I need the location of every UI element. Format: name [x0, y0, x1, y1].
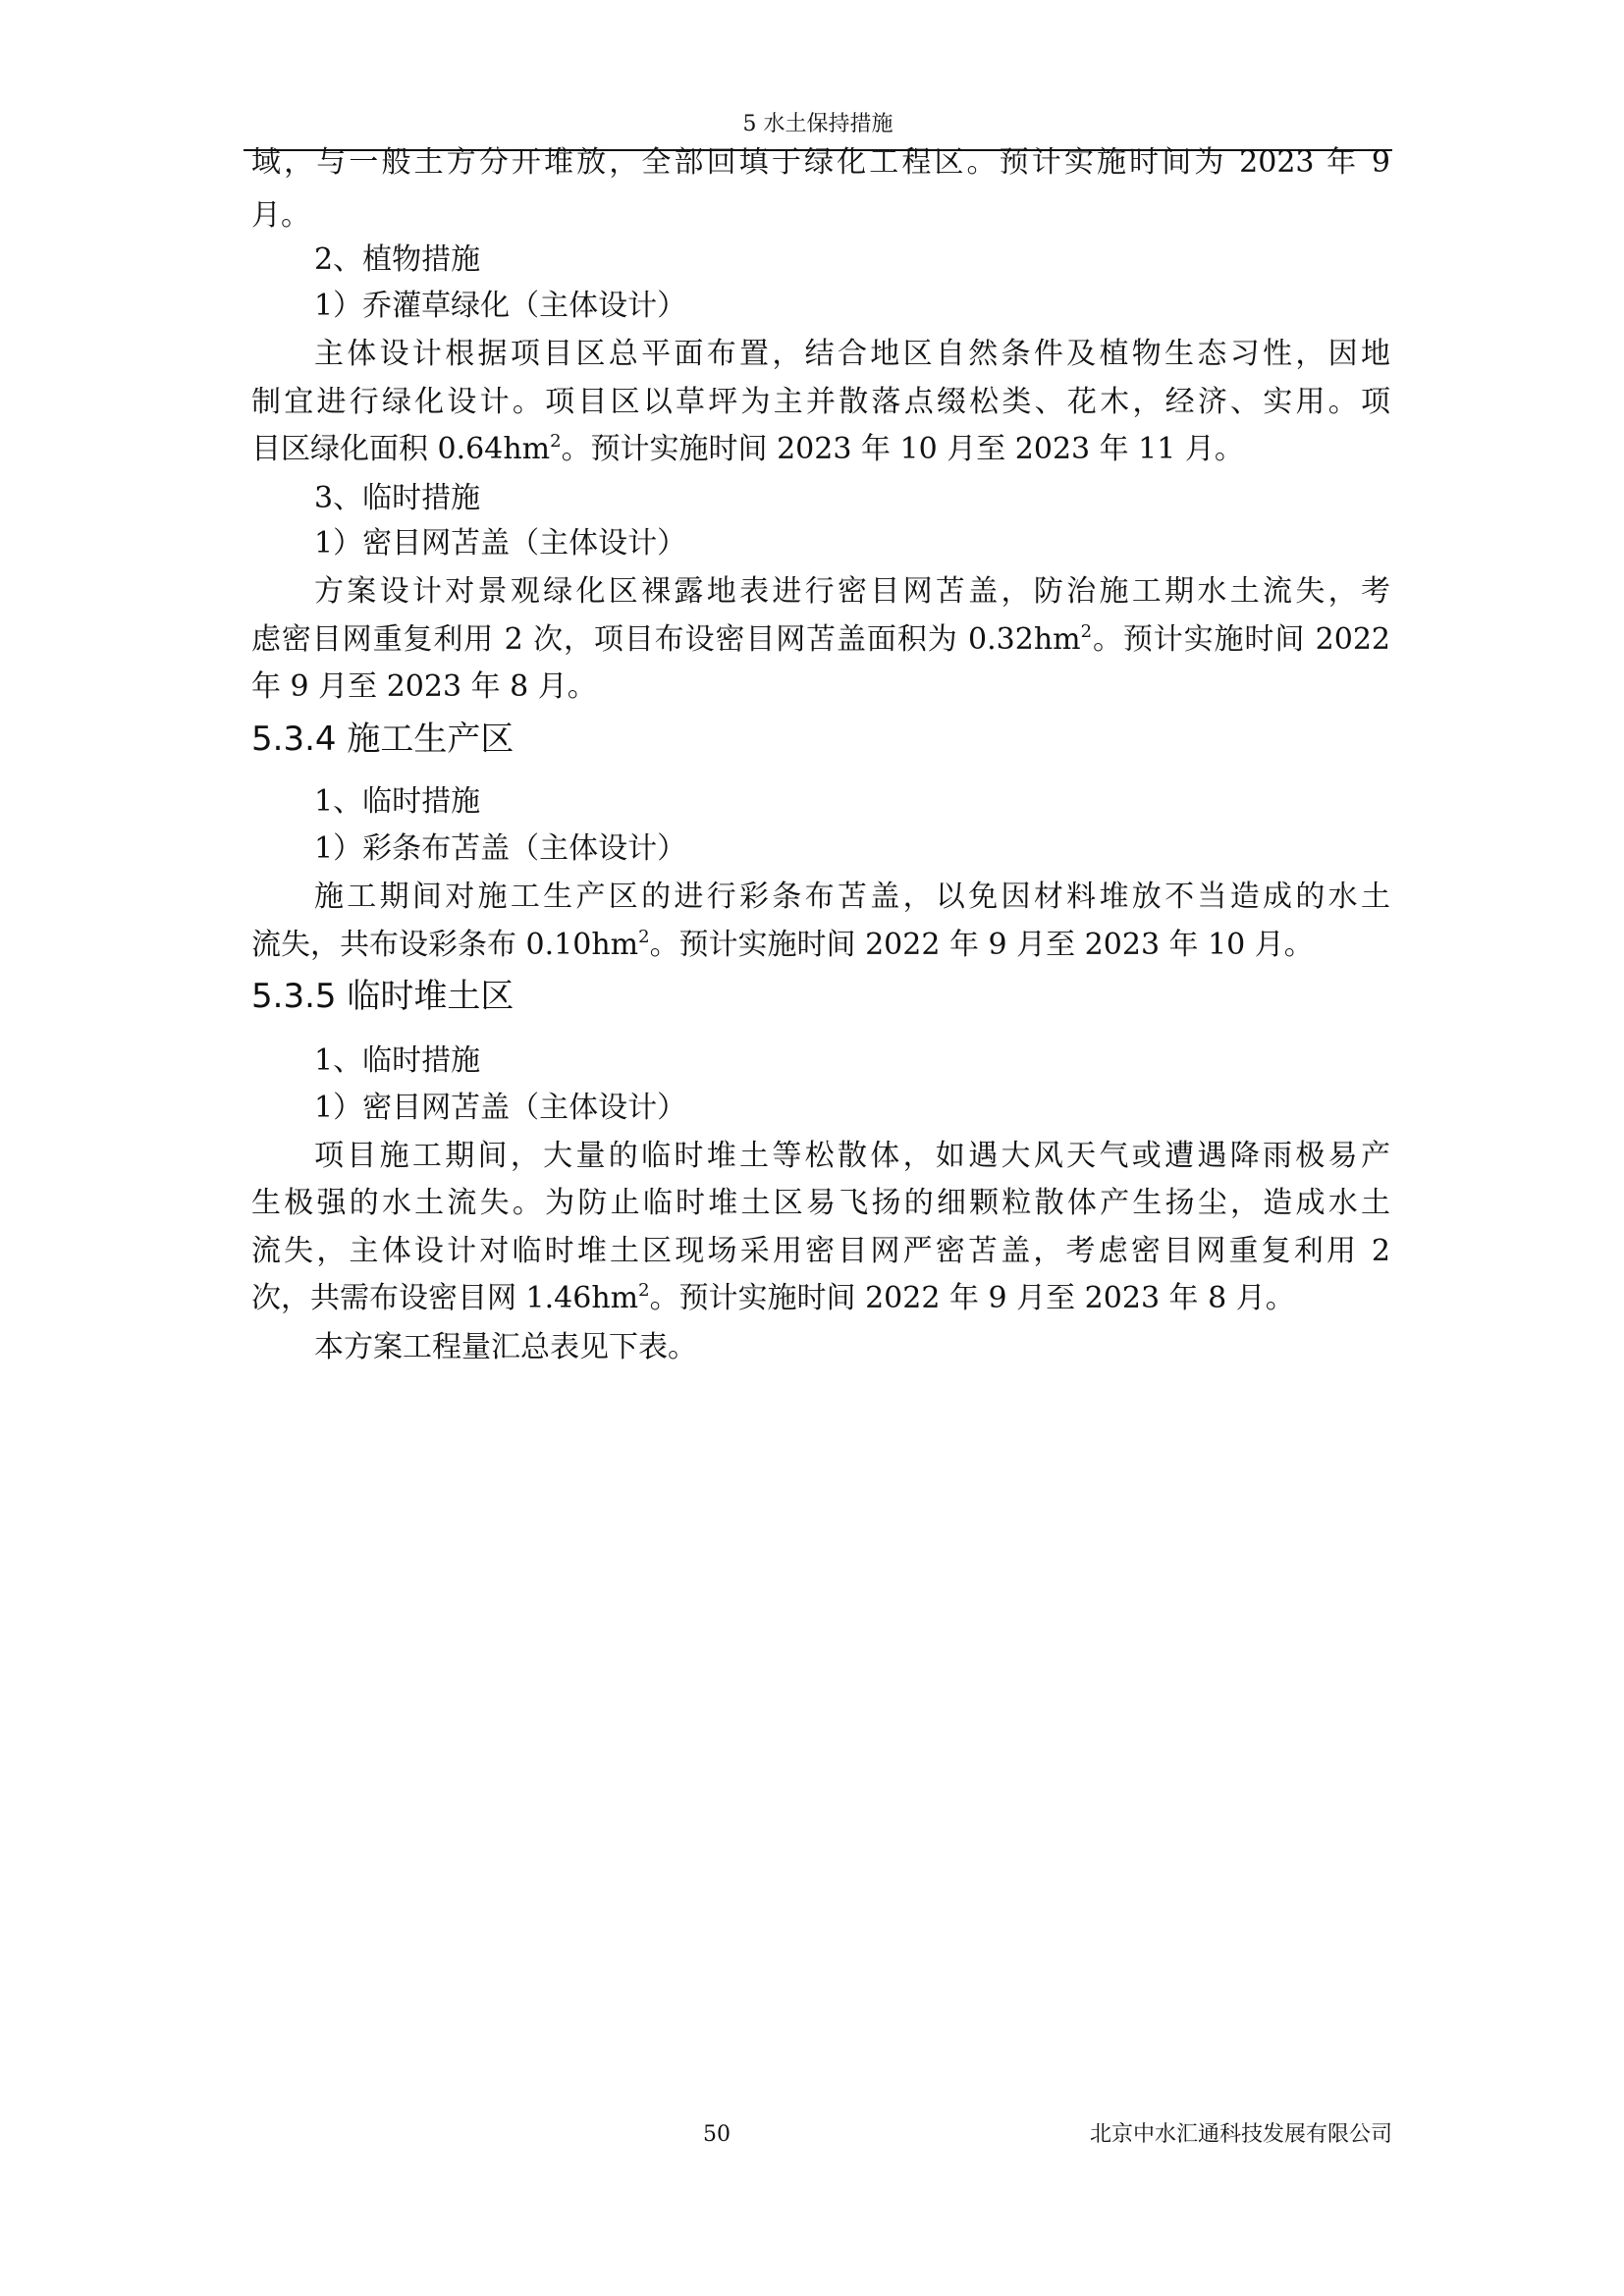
- text: 。预计实施时间 2022 年 9 月至 2023 年 8 月。: [649, 1281, 1295, 1315]
- superscript: 2: [1080, 621, 1093, 642]
- text: 。预计实施时间 2022 年 9 月至 2023 年 10 月。: [649, 928, 1314, 962]
- text: 目区绿化面积 0.64hm: [251, 432, 551, 466]
- item-label: 1）密目网苫盖（主体设计）: [314, 526, 687, 561]
- body-line: 域，与一般土方分开堆放，全部回填于绿化工程区。预计实施时间为 2023 年 9: [251, 145, 1390, 180]
- body-line: [251, 430, 1390, 469]
- item-label: 1）密目网苫盖（主体设计）: [314, 1091, 687, 1125]
- subsection-label: 3、临时措施: [314, 481, 481, 515]
- superscript: 2: [550, 431, 562, 452]
- body-line: 制宜进行绿化设计。项目区以草坪为主并散落点缀松类、花木，经济、实用。项: [251, 385, 1390, 419]
- item-label: 1）彩条布苫盖（主体设计）: [314, 831, 687, 866]
- body-line: 方案设计对景观绿化区裸露地表进行密目网苫盖，防治施工期水土流失，考: [314, 574, 1390, 609]
- subsection-label: 1、临时措施: [314, 1043, 481, 1078]
- body-line: 年 9 月至 2023 年 8 月。: [251, 669, 597, 704]
- body-line: 本方案工程量汇总表见下表。: [314, 1330, 697, 1364]
- item-label: 1）乔灌草绿化（主体设计）: [314, 289, 687, 323]
- body-line: 主体设计根据项目区总平面布置，结合地区自然条件及植物生态习性，因地: [314, 337, 1390, 371]
- text: 。预计实施时间 2023 年 10 月至 2023 年 11 月。: [561, 432, 1244, 466]
- text: 流失，共布设彩条布 0.10hm: [251, 928, 639, 962]
- page-header-title: 5 水土保持措施: [742, 112, 893, 136]
- superscript: 2: [638, 1280, 650, 1301]
- page-number: 50: [703, 2122, 731, 2147]
- section-heading: 5.3.5 临时堆土区: [251, 977, 514, 1016]
- body-line: [251, 1279, 1390, 1318]
- text: 。预计实施时间 2022: [1092, 622, 1390, 657]
- text: 虑密目网重复利用 2 次，项目布设密目网苫盖面积为 0.32hm: [251, 622, 1081, 657]
- body-line: [251, 926, 1390, 965]
- section-heading: 5.3.4 施工生产区: [251, 720, 514, 759]
- text: 次，共需布设密目网 1.46hm: [251, 1281, 639, 1315]
- body-line: 生极强的水土流失。为防止临时堆土区易飞扬的细颗粒散体产生扬尘，造成水土: [251, 1186, 1390, 1220]
- body-line: [251, 620, 1390, 660]
- body-line: 项目施工期间，大量的临时堆土等松散体，如遇大风天气或遭遇降雨极易产: [314, 1139, 1390, 1173]
- body-line: 月。: [251, 198, 310, 233]
- footer-company: 北京中水汇通科技发展有限公司: [1089, 2122, 1392, 2147]
- body-line: 流失，主体设计对临时堆土区现场采用密目网严密苫盖，考虑密目网重复利用 2: [251, 1234, 1390, 1268]
- subsection-label: 1、临时措施: [314, 784, 481, 819]
- subsection-label: 2、植物措施: [314, 242, 481, 277]
- body-line: 施工期间对施工生产区的进行彩条布苫盖，以免因材料堆放不当造成的水土: [314, 880, 1390, 914]
- superscript: 2: [638, 927, 650, 947]
